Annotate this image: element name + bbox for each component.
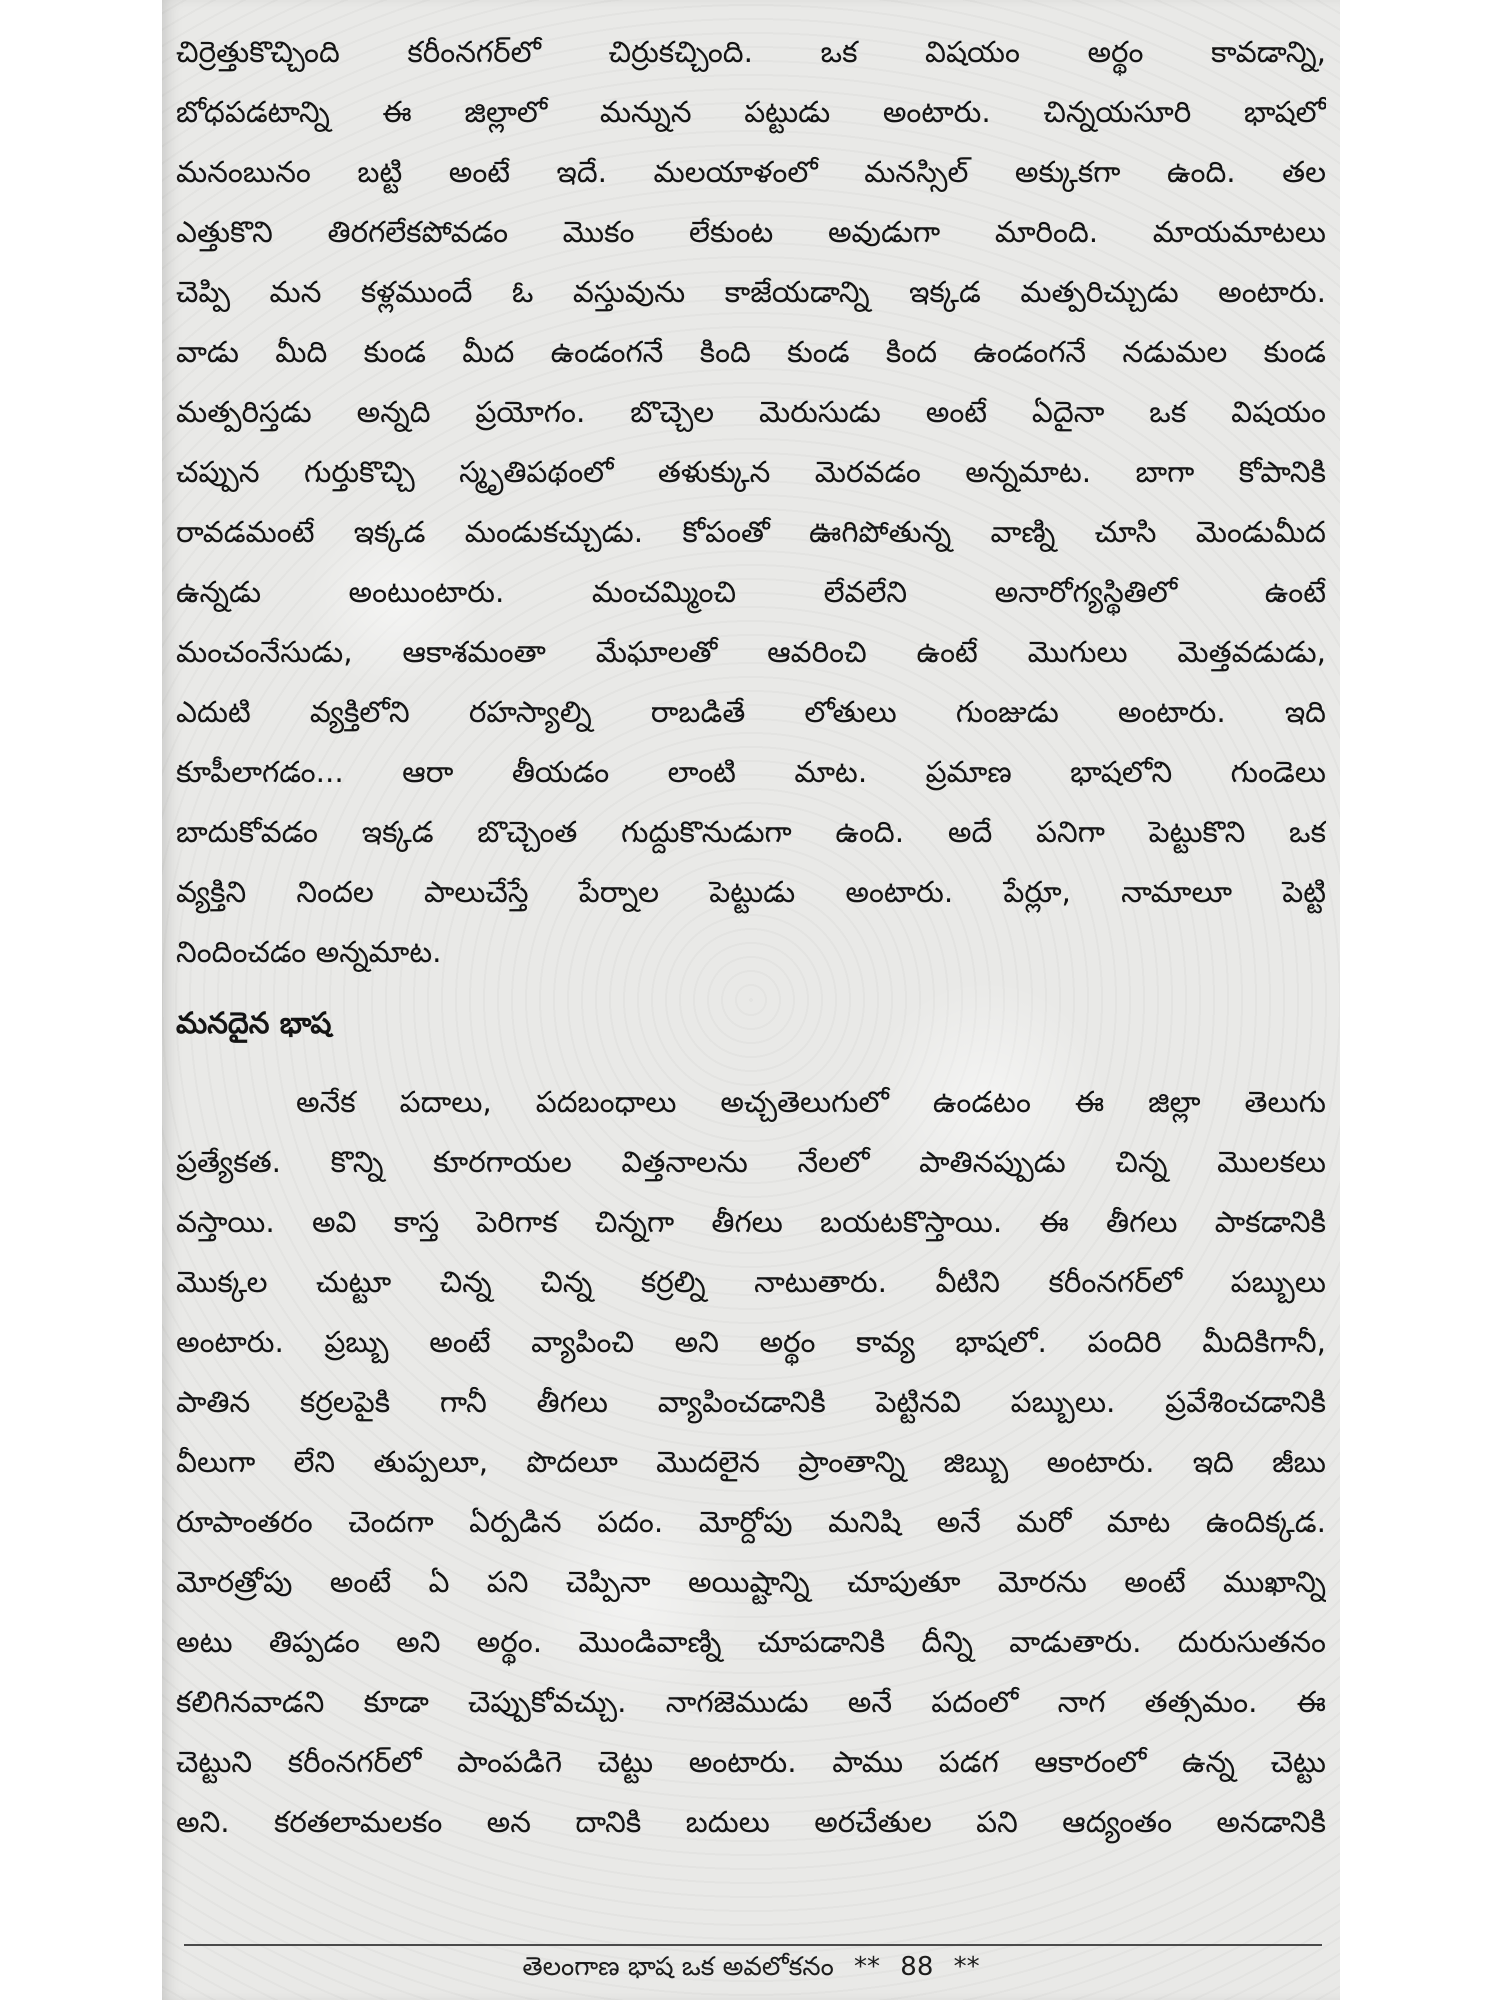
text-line: చిర్రెత్తుకొచ్చింది కరీంనగర్‌లో చిర్రుకచ్చింది. ఒక విషయం అర్థం కావడాన్ని, bbox=[176, 35, 1326, 69]
text-line: కూపీలాగడం... ఆరా తీయడం లాంటి మాట. ప్రమాణ భాషలోని గుండెలు bbox=[176, 755, 1326, 789]
text-line: ఉన్నడు అంటుంటారు. మంచమ్మించి లేవలేని అనారోగ్యస్థితిలో ఉంటే bbox=[176, 575, 1326, 609]
text-line: పాతిన కర్రలపైకి గానీ తీగలు వ్యాపించడానికి పెట్టినవి పబ్బులు. ప్రవేశించడానికి bbox=[176, 1385, 1326, 1419]
text-line: ఎదుటి వ్యక్తిలోని రహస్యాల్ని రాబడితే లోతులు గుంజుడు అంటారు. ఇది bbox=[176, 695, 1326, 729]
text-line: వస్తాయి. అవి కాస్త పెరిగాక చిన్నగా తీగలు బయటకొస్తాయి. ఈ తీగలు పాకడానికి bbox=[176, 1205, 1326, 1239]
text-line: చెట్టుని కరీంనగర్‌లో పాంపడిగె చెట్టు అంటారు. పాము పడగ ఆకారంలో ఉన్న చెట్టు bbox=[176, 1745, 1326, 1779]
text-line: వాడు మీది కుండ మీద ఉండంగనే కింది కుండ కింద ఉండంగనే నడుమల కుండ bbox=[176, 335, 1326, 369]
text-line: మొక్కల చుట్టూ చిన్న చిన్న కర్రల్ని నాటుతారు. వీటిని కరీంనగర్‌లో పబ్బులు bbox=[176, 1265, 1326, 1299]
text-line: అనేక పదాలు, పదబంధాలు అచ్చతెలుగులో ఉండటం ఈ జిల్లా తెలుగు bbox=[296, 1085, 1326, 1119]
scanned-page bbox=[162, 0, 1340, 2000]
text-line: వ్యక్తిని నిందల పాలుచేస్తే పేర్నాల పెట్టుడు అంటారు. పేర్లూ, నామాలూ పెట్టి bbox=[176, 875, 1326, 909]
footer-rule bbox=[184, 1944, 1322, 1946]
page-number: 88 bbox=[900, 1952, 934, 1982]
text-line: మోరత్రోపు అంటే ఏ పని చెప్పినా అయిష్టాన్ని చూపుతూ మోరను అంటే ముఖాన్ని bbox=[176, 1565, 1326, 1599]
text-line: మత్పరిస్తడు అన్నది ప్రయోగం. బొచ్చెల మెరుసుడు అంటే ఏదైనా ఒక విషయం bbox=[176, 395, 1326, 429]
text-line: చెప్పి మన కళ్లముందే ఓ వస్తువును కాజేయడాన్ని ఇక్కడ మత్పరిచ్చుడు అంటారు. bbox=[176, 275, 1326, 309]
paragraph-1 bbox=[176, 22, 1326, 982]
text-line: అని. కరతలామలకం అన దానికి బదులు అరచేతుల పని ఆద్యంతం అనడానికి bbox=[176, 1805, 1326, 1839]
text-line: వీలుగా లేని తుప్పలూ, పొదలూ మొదలైన ప్రాంతాన్ని జిబ్బు అంటారు. ఇది జీబు bbox=[176, 1445, 1326, 1479]
footer-ornament-left: ** bbox=[854, 1952, 881, 1982]
text-line: చప్పున గుర్తుకొచ్చి స్మృతిపథంలో తళుక్కున మెరవడం అన్నమాట. బాగా కోపానికి bbox=[176, 455, 1326, 489]
text-line: మంచంనేసుడు, ఆకాశమంతా మేఘాలతో ఆవరించి ఉంటే మొగులు మెత్తవడుడు, bbox=[176, 635, 1326, 669]
text-line: ప్రత్యేకత. కొన్ని కూరగాయల విత్తనాలను నేలలో పాతినప్పుడు చిన్న మొలకలు bbox=[176, 1145, 1326, 1179]
paragraph-2 bbox=[176, 1072, 1326, 1852]
text-line: అంటారు. ప్రబ్బు అంటే వ్యాపించి అని అర్థం కావ్య భాషలో. పందిరి మీదికిగానీ, bbox=[176, 1325, 1326, 1359]
text-line: మనంబునం బట్టి అంటే ఇదే. మలయాళంలో మనస్సిల్ అక్కుకగా ఉంది. తల bbox=[176, 155, 1326, 189]
book-title: తెలంగాణ భాష ఒక అవలోకనం bbox=[522, 1952, 834, 1982]
text-line: కలిగినవాడని కూడా చెప్పుకోవచ్చు. నాగజెముడు అనే పదంలో నాగ తత్సమం. ఈ bbox=[176, 1685, 1326, 1719]
page-body bbox=[176, 22, 1326, 1852]
section-heading: మనదైన భాష bbox=[176, 1006, 332, 1040]
text-line: బాదుకోవడం ఇక్కడ బొచ్చెంత గుద్దుకొనుడుగా ఉంది. అదే పనిగా పెట్టుకొని ఒక bbox=[176, 815, 1326, 849]
text-line: బోధపడటాన్ని ఈ జిల్లాలో మన్నున పట్టుడు అంటారు. చిన్నయసూరి భాషలో bbox=[176, 95, 1326, 129]
footer-ornament-right: ** bbox=[953, 1952, 980, 1982]
text-line: ఎత్తుకొని తిరగలేకపోవడం మొకం లేకుంట అవుడుగా మారింది. మాయమాటలు bbox=[176, 215, 1326, 249]
text-line: రూపాంతరం చెందగా ఏర్పడిన పదం. మోర్దోపు మనిషి అనే మరో మాట ఉందిక్కడ. bbox=[176, 1505, 1326, 1539]
text-line: నిందించడం అన్నమాట. bbox=[176, 935, 442, 969]
text-line: రావడమంటే ఇక్కడ మండుకచ్చుడు. కోపంతో ఊగిపోతున్న వాణ్ని చూసి మెండుమీద bbox=[176, 515, 1326, 549]
page-footer bbox=[162, 1952, 1340, 1988]
text-line: అటు తిప్పడం అని అర్థం. మొండివాణ్ని చూపడానికి దీన్ని వాడుతారు. దురుసుతనం bbox=[176, 1625, 1326, 1659]
